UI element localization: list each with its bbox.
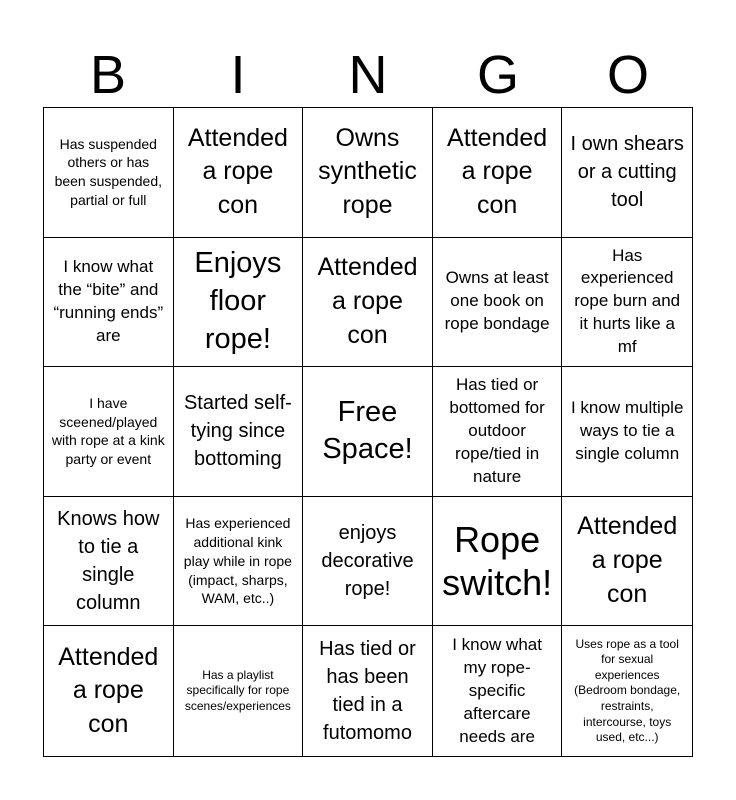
cell-text: Rope switch! xyxy=(442,518,553,604)
cell-text: Has experienced additional kink play while in rope (impact, sharps, WAM, etc..) xyxy=(183,514,292,607)
header-letter-n: N xyxy=(348,45,388,105)
header-letter-b: B xyxy=(89,45,127,105)
cell-text: Has a playlist specifically for rope scenes/experiences xyxy=(184,667,291,713)
bingo-cell-3-1[interactable] xyxy=(44,367,174,497)
cell-text: Attended a rope con xyxy=(577,512,678,608)
bingo-cell-3-3[interactable] xyxy=(303,367,433,497)
header-letter-o: O xyxy=(606,45,649,105)
cell-text: Has experienced rope burn and it hurts like a mf xyxy=(574,245,681,357)
cell-text: Started self-tying since bottoming xyxy=(183,392,292,471)
free-space-text: Free Space! xyxy=(322,395,413,466)
bingo-cell-1-2[interactable] xyxy=(174,108,304,238)
cell-text: Attended a rope con xyxy=(317,253,418,349)
cell-text: Attended a rope con xyxy=(58,642,159,739)
bingo-cell-3-5[interactable] xyxy=(562,367,692,497)
bingo-header xyxy=(43,44,693,106)
header-letter-g: G xyxy=(476,45,519,105)
header-letter-i: I xyxy=(230,45,246,105)
bingo-cell-3-4[interactable] xyxy=(433,367,563,497)
cell-text: Knows how to tie a single column xyxy=(57,508,160,615)
bingo-cell-2-5[interactable] xyxy=(562,238,692,368)
cell-text: I know multiple ways to tie a single column xyxy=(570,398,684,463)
cell-text: Attended a rope con xyxy=(447,123,548,220)
bingo-cell-5-4[interactable] xyxy=(433,626,563,756)
cell-text: Has suspended others or has been suspended, partial or full xyxy=(54,135,163,209)
bingo-cell-3-2[interactable] xyxy=(174,367,304,497)
cell-text: I know what the “bite” and “running ends” are xyxy=(53,257,164,345)
bingo-board xyxy=(43,107,693,757)
bingo-cell-4-3[interactable] xyxy=(303,497,433,627)
bingo-cell-5-5[interactable] xyxy=(562,626,692,756)
bingo-cell-4-4[interactable] xyxy=(433,497,563,627)
bingo-cell-1-1[interactable] xyxy=(44,108,174,238)
cell-text: I own shears or a cutting tool xyxy=(570,133,684,212)
cell-text: I have sceened/played with rope at a kink party or event xyxy=(51,394,165,468)
bingo-cell-1-5[interactable] xyxy=(562,108,692,238)
cell-text: Owns at least one book on rope bondage xyxy=(444,268,550,334)
bingo-cell-1-3[interactable] xyxy=(303,108,433,238)
cell-text: I know what my rope-specific aftercare needs are xyxy=(452,634,542,746)
bingo-cell-2-1[interactable] xyxy=(44,238,174,368)
cell-text: Uses rope as a tool for sexual experiences (Bedroom bondage, restraints, intercourse, toys used, etc...) xyxy=(574,636,681,745)
cell-text: Has tied or bottomed for outdoor rope/tied in nature xyxy=(449,375,545,486)
bingo-cell-4-2[interactable] xyxy=(174,497,304,627)
cell-text: Enjoys floor rope! xyxy=(194,247,282,355)
bingo-cell-4-1[interactable] xyxy=(44,497,174,627)
bingo-cell-2-3[interactable] xyxy=(303,238,433,368)
bingo-cell-2-2[interactable] xyxy=(174,238,304,368)
bingo-cell-5-2[interactable] xyxy=(174,626,304,756)
cell-text: Has tied or has been tied in a futomomo xyxy=(319,638,416,745)
cell-text: Owns synthetic rope xyxy=(318,123,417,220)
cell-text: Attended a rope con xyxy=(187,123,288,220)
cell-text: enjoys decorative rope! xyxy=(321,522,414,601)
bingo-cell-4-5[interactable] xyxy=(562,497,692,627)
bingo-cell-5-1[interactable] xyxy=(44,626,174,756)
bingo-cell-5-3[interactable] xyxy=(303,626,433,756)
bingo-cell-2-4[interactable] xyxy=(433,238,563,368)
bingo-cell-1-4[interactable] xyxy=(433,108,563,238)
